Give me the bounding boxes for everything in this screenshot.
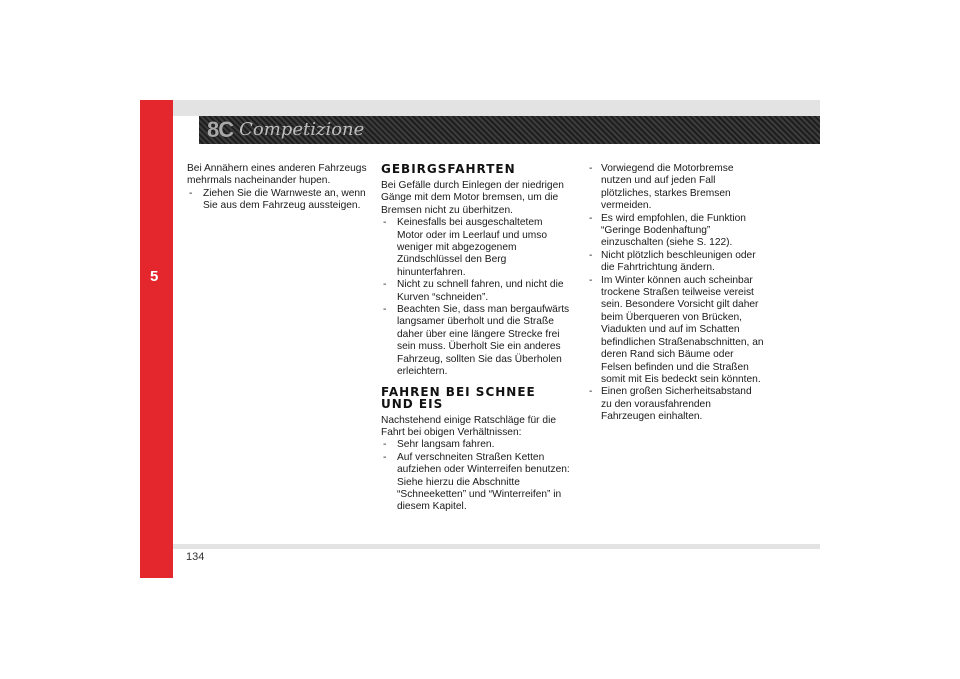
list-item: - Ziehen Sie die Warnweste an, wenn Sie aus dem Fahrzeug aussteigen. [187, 188, 377, 213]
list-item: - Sehr langsam fahren. [381, 439, 571, 451]
text-column-1 [187, 163, 377, 213]
list-item: - Im Winter können auch scheinbar trockene Straßen teilweise vereist sein. Besondere Vorsicht gilt daher beim Überqueren von Brücken, Viadukten und auf im Schatten befindlichen Straßenabschnitten, an deren Rand sich Bäume oder Felsen befinden und die Straßen somit mit Eis bedeckt sein könnten. [587, 275, 765, 387]
list-item: - Nicht zu schnell fahren, und nicht die Kurven “schneiden”. [381, 279, 571, 304]
list-item: - Beachten Sie, dass man bergaufwärts langsamer überholt und die Straße daher über eine längere Strecke frei sein muss. Überholt Sie ein anderes Fahrzeug, sollten Sie das Überholen erleichtern. [381, 304, 571, 378]
page-number: 134 [186, 551, 205, 563]
logo-script-name: Competizione [239, 119, 365, 140]
bullet-list [381, 217, 571, 378]
footer-bar [173, 544, 820, 549]
chapter-number: 5 [150, 268, 159, 285]
paragraph: Nachstehend einige Ratschläge für die Fahrt bei obigen Verhältnissen: [381, 414, 556, 438]
chapter-side-tab [140, 100, 173, 578]
list-item: - Auf verschneiten Straßen Ketten aufziehen oder Winterreifen benutzen: Siehe hierzu die Abschnitte “Schneeketten” und “Winterreifen” in diesem Kapitel. [381, 452, 571, 514]
section-heading-mountain: GEBIRGSFAHRTEN [381, 162, 516, 176]
brand-logo [201, 116, 381, 144]
list-item: - Nicht plötzlich beschleunigen oder die Fahrtrichtung ändern. [587, 250, 765, 275]
text-column-2 [381, 163, 571, 514]
section-heading-snow-ice: FAHREN BEI SCHNEE UND EIS [381, 384, 536, 411]
list-item: - Einen großen Sicherheitsabstand zu den vorausfahrenden Fahrzeugen einhalten. [587, 386, 765, 423]
list-item: - Keinesfalls bei ausgeschaltetem Motor oder im Leerlauf und umso weniger mit abgezogenem Zündschlüssel den Berg hinunterfahren. [381, 217, 571, 279]
paragraph: Bei Gefälle durch Einlegen der niedrigen Gänge mit dem Motor bremsen, um die Bremsen nicht zu überhitzen. [381, 180, 564, 216]
paragraph: Bei Annähern eines anderen Fahrzeugs mehrmals nacheinander hupen. [187, 163, 367, 187]
bullet-list [381, 439, 571, 513]
logo-model-number: 8C [207, 117, 234, 142]
text-column-3 [587, 163, 765, 424]
header-top-bar [173, 100, 820, 116]
list-item: - Vorwiegend die Motorbremse nutzen und auf jeden Fall plötzliches, starkes Bremsen vermeiden. [587, 163, 765, 213]
bullet-list [587, 163, 765, 424]
list-item: - Es wird empfohlen, die Funktion “Geringe Bodenhaftung” einzuschalten (siehe S. 122). [587, 213, 765, 250]
bullet-list [187, 188, 377, 213]
